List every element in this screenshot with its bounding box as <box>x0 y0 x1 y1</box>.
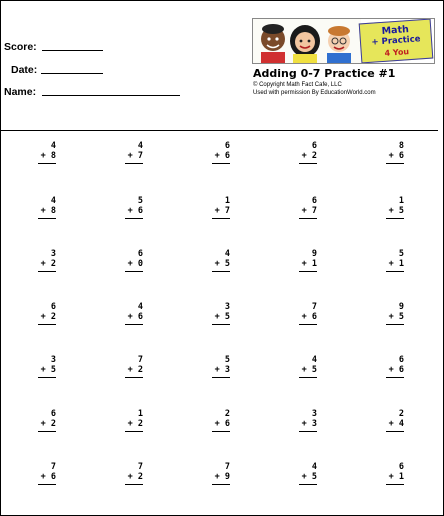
answer-line <box>125 431 143 432</box>
addend-top: 4 <box>50 196 56 206</box>
addend-bottom: + 2 <box>127 419 143 429</box>
addition-problem <box>287 462 317 492</box>
addend-bottom: + 7 <box>214 206 230 216</box>
answer-line <box>38 324 56 325</box>
answer-line <box>38 271 56 272</box>
addition-problem <box>26 302 56 332</box>
addend-bottom: + 2 <box>40 259 56 269</box>
addend-top: 3 <box>311 409 317 419</box>
score-field <box>4 41 37 53</box>
addition-problem <box>113 249 143 279</box>
kids-illustration-icon <box>253 19 361 63</box>
addition-problem <box>113 462 143 492</box>
addend-bottom: + 6 <box>40 472 56 482</box>
answer-line <box>38 431 56 432</box>
addend-top: 9 <box>311 249 317 259</box>
addend-bottom: + 8 <box>40 206 56 216</box>
addend-top: 1 <box>398 196 404 206</box>
addend-top: 7 <box>311 302 317 312</box>
addend-bottom: + 5 <box>40 365 56 375</box>
addend-bottom: + 6 <box>214 151 230 161</box>
logo-line-2: + Practice <box>371 34 421 48</box>
addition-problem <box>374 141 404 171</box>
answer-line <box>386 324 404 325</box>
answer-line <box>299 163 317 164</box>
addend-bottom: + 2 <box>301 151 317 161</box>
header-banner-image <box>252 18 435 64</box>
addend-bottom: + 5 <box>301 472 317 482</box>
addend-top: 4 <box>137 141 143 151</box>
addend-top: 1 <box>137 409 143 419</box>
addend-top: 3 <box>50 355 56 365</box>
addend-bottom: + 6 <box>127 312 143 322</box>
addend-top: 9 <box>398 302 404 312</box>
date-blank-line <box>41 73 103 74</box>
addend-top: 6 <box>137 249 143 259</box>
addition-problem <box>26 196 56 226</box>
answer-line <box>299 431 317 432</box>
addend-top: 1 <box>224 196 230 206</box>
addend-top: 5 <box>398 249 404 259</box>
addition-problem <box>287 249 317 279</box>
addend-bottom: + 0 <box>127 259 143 269</box>
answer-line <box>38 377 56 378</box>
addend-top: 8 <box>398 141 404 151</box>
addend-bottom: + 6 <box>127 206 143 216</box>
addend-bottom: + 2 <box>127 472 143 482</box>
addition-problem <box>113 355 143 385</box>
addend-bottom: + 8 <box>40 151 56 161</box>
addition-problem <box>26 462 56 492</box>
divider <box>0 130 438 131</box>
addend-bottom: + 3 <box>301 419 317 429</box>
math-practice-logo <box>359 19 434 64</box>
answer-line <box>125 324 143 325</box>
addition-problem <box>113 141 143 171</box>
worksheet-title: Adding 0-7 Practice #1 <box>253 67 396 80</box>
addition-problem <box>26 409 56 439</box>
answer-line <box>38 218 56 219</box>
addend-bottom: + 5 <box>388 206 404 216</box>
addition-problem <box>374 409 404 439</box>
answer-line <box>386 484 404 485</box>
answer-line <box>212 324 230 325</box>
name-blank-line <box>42 95 180 96</box>
addition-problem <box>374 462 404 492</box>
addend-bottom: + 5 <box>301 365 317 375</box>
answer-line <box>212 218 230 219</box>
addition-problem <box>200 409 230 439</box>
addend-top: 6 <box>311 196 317 206</box>
addend-bottom: + 7 <box>301 206 317 216</box>
addend-bottom: + 2 <box>40 312 56 322</box>
addition-problem <box>287 355 317 385</box>
name-field <box>4 86 36 98</box>
addend-bottom: + 7 <box>127 151 143 161</box>
addend-bottom: + 6 <box>388 365 404 375</box>
addend-top: 2 <box>398 409 404 419</box>
addend-top: 3 <box>50 249 56 259</box>
logo-line-3: 4 You <box>384 47 410 58</box>
addition-problem <box>26 141 56 171</box>
answer-line <box>125 218 143 219</box>
addition-problem <box>374 196 404 226</box>
answer-line <box>386 377 404 378</box>
addend-bottom: + 6 <box>214 419 230 429</box>
answer-line <box>38 484 56 485</box>
addition-problem <box>200 196 230 226</box>
addend-top: 4 <box>311 355 317 365</box>
addition-problem <box>200 249 230 279</box>
answer-line <box>38 163 56 164</box>
addend-top: 7 <box>137 355 143 365</box>
addend-bottom: + 6 <box>388 151 404 161</box>
addition-problem <box>200 355 230 385</box>
addend-top: 7 <box>137 462 143 472</box>
score-blank-line <box>42 50 103 51</box>
addend-bottom: + 5 <box>214 259 230 269</box>
answer-line <box>299 218 317 219</box>
addition-problem <box>113 302 143 332</box>
addition-problem <box>26 355 56 385</box>
addend-top: 6 <box>311 141 317 151</box>
answer-line <box>125 271 143 272</box>
addend-top: 6 <box>224 141 230 151</box>
answer-line <box>212 431 230 432</box>
addend-top: 4 <box>137 302 143 312</box>
answer-line <box>212 163 230 164</box>
answer-line <box>386 163 404 164</box>
addend-bottom: + 2 <box>40 419 56 429</box>
addition-problem <box>113 196 143 226</box>
addend-top: 6 <box>398 462 404 472</box>
name-label: Name: <box>4 86 37 98</box>
answer-line <box>386 271 404 272</box>
permission-text: Used with permission By EducationWorld.com <box>253 90 376 96</box>
addition-problem <box>200 462 230 492</box>
answer-line <box>386 431 404 432</box>
addend-bottom: + 1 <box>388 259 404 269</box>
addend-bottom: + 1 <box>301 259 317 269</box>
addition-problem <box>200 302 230 332</box>
addend-top: 4 <box>50 141 56 151</box>
answer-line <box>386 218 404 219</box>
addend-top: 7 <box>224 462 230 472</box>
addend-bottom: + 9 <box>214 472 230 482</box>
addend-bottom: + 1 <box>388 472 404 482</box>
answer-line <box>125 377 143 378</box>
addition-problem <box>287 409 317 439</box>
addend-top: 7 <box>50 462 56 472</box>
addend-bottom: + 4 <box>388 419 404 429</box>
addition-problem <box>200 141 230 171</box>
addend-top: 6 <box>50 409 56 419</box>
addend-top: 4 <box>311 462 317 472</box>
addend-top: 6 <box>50 302 56 312</box>
answer-line <box>212 271 230 272</box>
addend-top: 2 <box>224 409 230 419</box>
addition-problem <box>374 302 404 332</box>
answer-line <box>299 377 317 378</box>
addition-problem <box>374 355 404 385</box>
addition-problem <box>287 141 317 171</box>
addition-problem <box>287 196 317 226</box>
addend-top: 3 <box>224 302 230 312</box>
answer-line <box>299 271 317 272</box>
addend-top: 4 <box>224 249 230 259</box>
answer-line <box>299 484 317 485</box>
addend-bottom: + 5 <box>388 312 404 322</box>
date-label: Date: <box>11 64 38 76</box>
addition-problem <box>113 409 143 439</box>
addition-problem <box>287 302 317 332</box>
addend-bottom: + 2 <box>127 365 143 375</box>
date-field <box>11 64 37 76</box>
answer-line <box>125 163 143 164</box>
copyright-text: © Copyright Math Fact Cafe, LLC <box>253 82 342 88</box>
addend-top: 5 <box>137 196 143 206</box>
answer-line <box>299 324 317 325</box>
addition-problem <box>26 249 56 279</box>
addend-bottom: + 6 <box>301 312 317 322</box>
score-label: Score: <box>4 41 37 53</box>
answer-line <box>212 377 230 378</box>
addition-problem <box>374 249 404 279</box>
logo-line-1: Math <box>381 24 410 37</box>
addend-top: 5 <box>224 355 230 365</box>
addend-top: 6 <box>398 355 404 365</box>
answer-line <box>212 484 230 485</box>
addend-bottom: + 5 <box>214 312 230 322</box>
answer-line <box>125 484 143 485</box>
addend-bottom: + 3 <box>214 365 230 375</box>
